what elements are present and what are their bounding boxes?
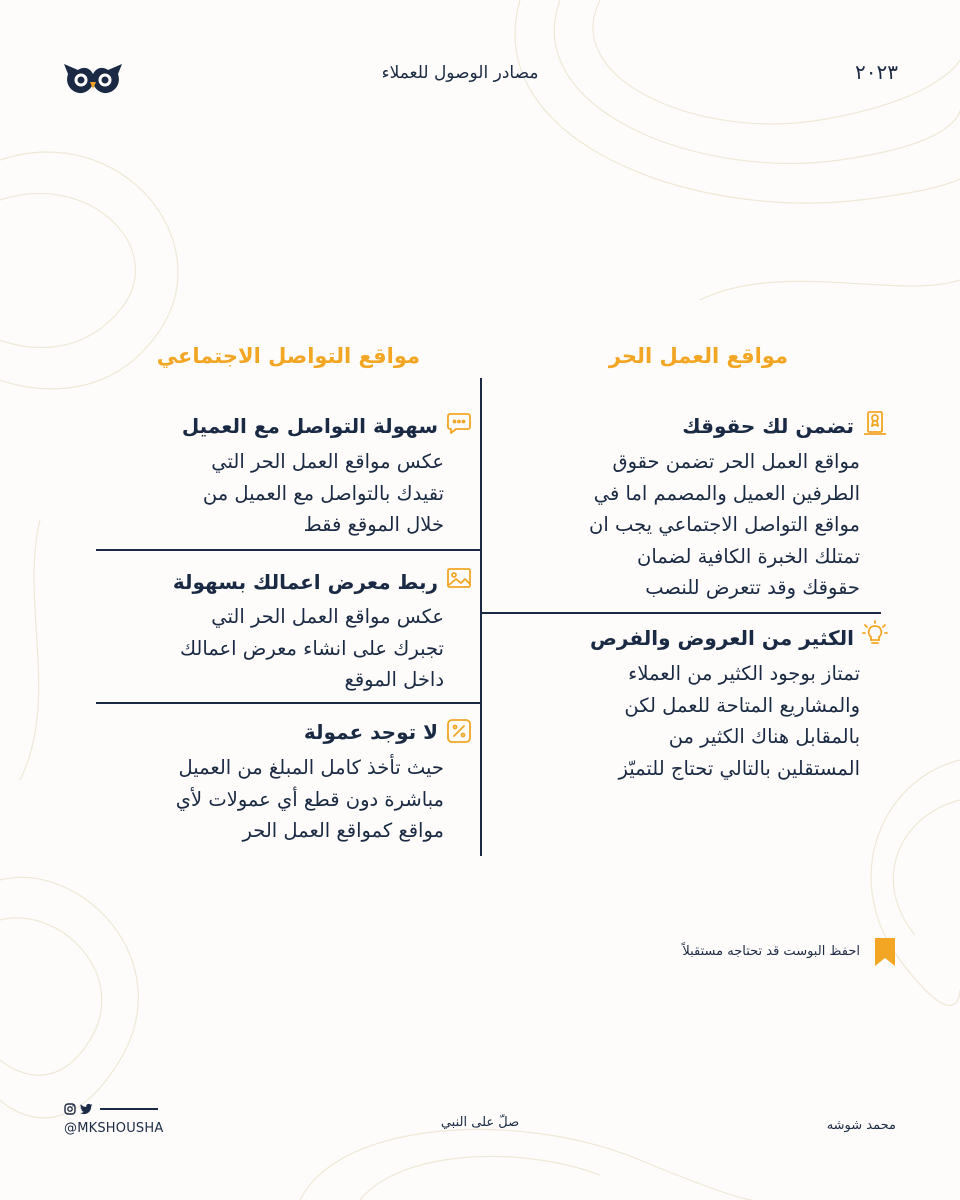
social-icons-row: [64, 1102, 158, 1116]
social-underline: [100, 1108, 158, 1110]
vertical-divider: [480, 378, 482, 856]
image-gallery-icon: [446, 565, 472, 591]
body-line: تجبرك على انشاء معرض اعمالك: [179, 636, 444, 660]
body-line: بالمقابل هناك الكثير من: [668, 725, 860, 748]
freelance-column-title: مواقع العمل الحر: [608, 344, 788, 368]
body-line: مباشرة دون قطع أي عمولات لأي: [175, 787, 444, 811]
body-line: مواقع العمل الحر تضمن حقوق: [612, 450, 860, 473]
bookmark-icon[interactable]: [874, 937, 896, 967]
social-item-2-body: [94, 601, 444, 696]
body-line: المستقلين بالتالي تحتاج للتميّز: [618, 756, 860, 780]
body-line: الطرفين العميل والمصمم اما في: [593, 481, 860, 505]
social-item-1-body: [94, 446, 444, 541]
page-title: مصادر الوصول للعملاء: [381, 63, 539, 83]
footer-center-text: صلّ على النبي: [440, 1115, 520, 1130]
body-line: مواقع التواصل الاجتماعي يجب ان: [589, 513, 860, 536]
body-line: تقيدك بالتواصل مع العميل من: [202, 481, 444, 505]
account-handle[interactable]: @MKSHOUSHA: [64, 1121, 164, 1136]
chat-bubble-icon: [446, 410, 472, 436]
social-item-1-heading: سهولة التواصل مع العميل: [181, 414, 438, 438]
body-line: والمشاريع المتاحة للعمل لكن: [624, 693, 860, 717]
freelance-item-1-heading: تضمن لك حقوقك: [682, 414, 854, 438]
social-column-title: مواقع التواصل الاجتماعي: [156, 344, 420, 368]
save-post-note: احفظ البوست قد تحتاجه مستقبلاً: [682, 944, 860, 959]
body-line: حيث تأخذ كامل المبلغ من العميل: [178, 756, 444, 779]
body-line: داخل الموقع: [344, 668, 444, 691]
lightbulb-icon: [862, 620, 888, 646]
body-line: تمتلك الخبرة الكافية لضمان: [637, 544, 860, 568]
body-line: عكس مواقع العمل الحر التي: [211, 605, 444, 628]
certificate-icon: [862, 410, 888, 436]
twitter-icon[interactable]: [80, 1103, 93, 1115]
body-line: تمتاز بوجود الكثير من العملاء: [628, 662, 860, 685]
instagram-icon[interactable]: [64, 1103, 76, 1115]
freelance-item-2-body: [508, 658, 860, 784]
freelance-item-2-heading: الكثير من العروض والفرص: [589, 626, 854, 650]
body-line: خلال الموقع فقط: [303, 513, 444, 536]
percent-badge-icon: [446, 718, 472, 744]
social-item-2-heading: ربط معرض اعمالك بسهولة: [172, 570, 438, 594]
social-item-3-heading: لا توجد عمولة: [303, 720, 438, 744]
social-item-3-body: [94, 752, 444, 847]
body-line: مواقع كمواقع العمل الحر: [242, 819, 444, 842]
body-line: عكس مواقع العمل الحر التي: [211, 450, 444, 473]
right-horizontal-divider: [481, 612, 881, 614]
left-horizontal-divider-2: [96, 702, 480, 704]
left-horizontal-divider-1: [96, 549, 480, 551]
body-line: حقوقك وقد تتعرض للنصب: [645, 576, 860, 599]
owl-eyes-logo-icon: [62, 60, 124, 96]
author-name: محمد شوشه: [826, 1118, 896, 1133]
freelance-item-1-body: [508, 446, 860, 604]
year-label: ٢٠٢٣: [855, 60, 898, 84]
